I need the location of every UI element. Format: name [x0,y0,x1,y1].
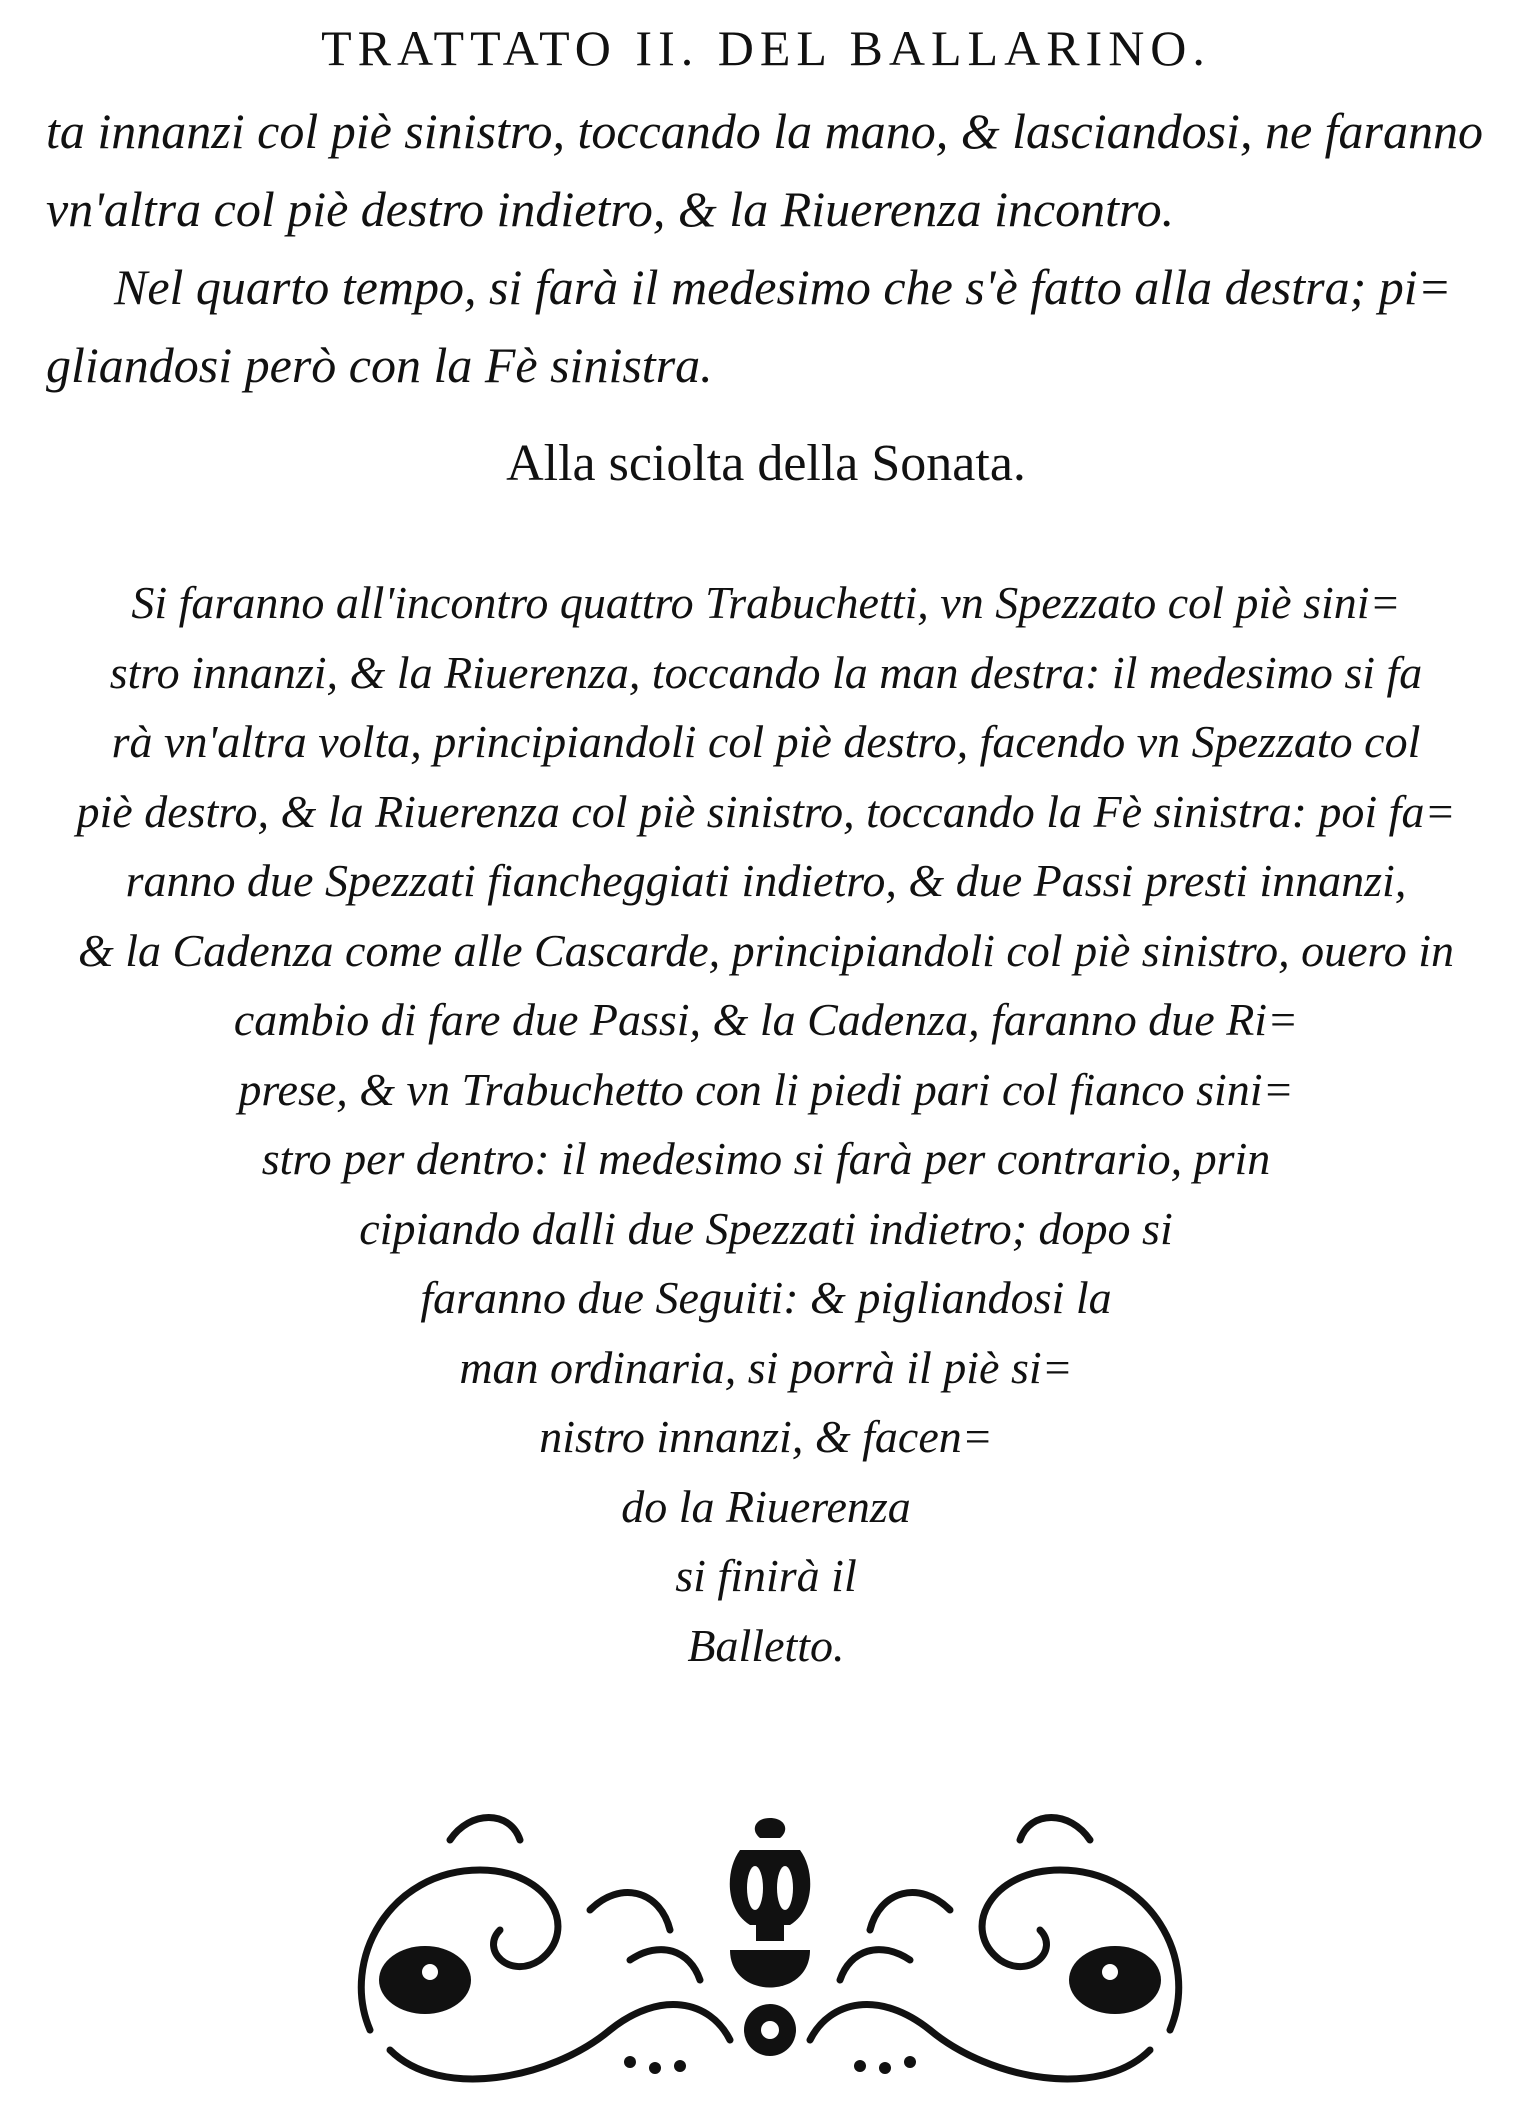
text-line: man ordinaria, si porrà il piè si= [459,1341,1073,1393]
text-line: prese, & vn Trabuchetto con li piedi pari col fianco sini= [238,1063,1294,1115]
running-head: TRATTATO II. DEL BALLARINO. [321,20,1211,76]
main-paragraph [40,568,1492,1680]
text-line: stro innanzi, & la Riuerenza, toccando la man destra: il medesimo si fa [109,646,1423,698]
woodcut-ornament-vase-dragons-icon [330,1800,1210,2100]
text-line: nistro innanzi, & facen= [539,1411,993,1462]
text-line: ta innanzi col piè sinistro, toccando la mano, & lasciandosi, ne faranno [46,103,1483,159]
text-line: ranno due Spezzati fiancheggiati indietro, & due Passi presti innanzi, [125,855,1407,906]
text-line: piè destro, & la Riuerenza col piè sinistro, toccando la Fè sinistra: poi fa= [76,785,1456,837]
text-line: Si faranno all'incontro quattro Trabuchetti, vn Spezzato col piè sini= [131,577,1401,628]
text-line: vn'altra col piè destro indietro, & la Riuerenza incontro. [46,181,1175,237]
text-line: & la Cadenza come alle Cascarde, principiandoli col piè sinistro, ouero in [77,924,1455,976]
section-heading: Alla sciolta della Sonata. [506,435,1026,492]
text-line: cambio di fare due Passi, & la Cadenza, faranno due Ri= [233,994,1299,1045]
text-line: Nel quarto tempo, si farà il medesimo che s'è fatto alla destra; pi= [114,259,1452,315]
continuation-text [46,92,1486,404]
text-line: Balletto. [687,1619,845,1671]
text-line: cipiando dalli due Spezzati indietro; dopo si [359,1202,1173,1254]
text-line: stro per dentro: il medesimo si farà per contrario, prin [261,1133,1271,1184]
text-line: gliandosi però con la Fè sinistra. [46,337,713,393]
text-line: si finirà il [675,1550,857,1601]
text-line: do la Riuerenza [621,1480,911,1532]
text-line: rà vn'altra volta, principiandoli col piè destro, facendo vn Spezzato col [111,716,1421,767]
text-line: faranno due Seguiti: & pigliandosi la [420,1272,1112,1323]
